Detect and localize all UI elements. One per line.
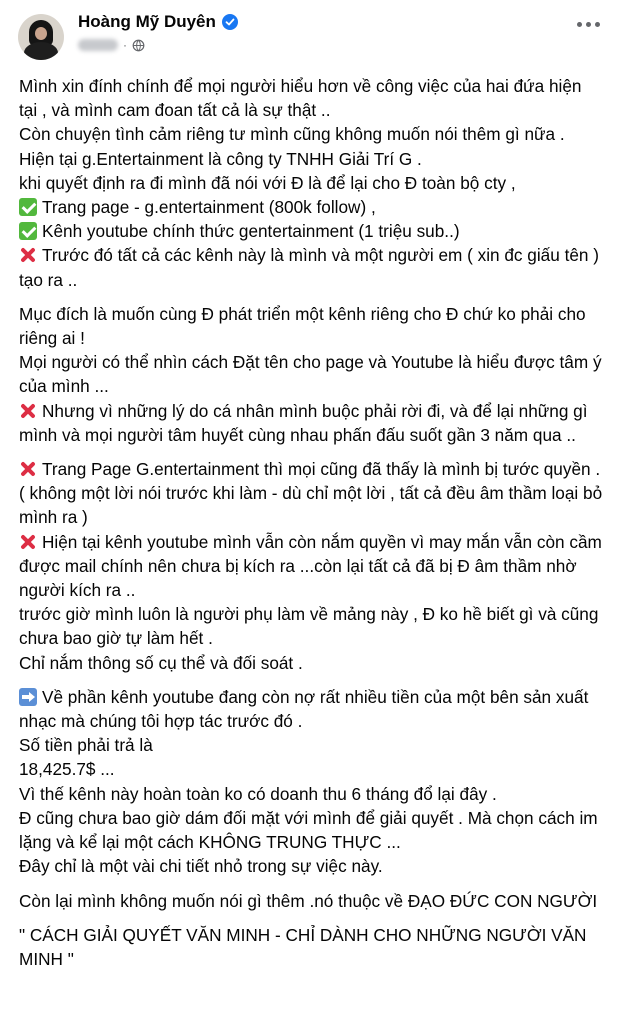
avatar[interactable]	[18, 14, 64, 60]
author-row	[78, 12, 238, 32]
avatar-face	[35, 27, 47, 40]
post-line-text: Hiện tại kênh youtube mình vẫn còn nắm quyền vì may mắn vẫn còn cầm được mail chính nên chưa bị kích ra ...còn lại tất cả đã bị Đ âm thầm nhờ người kích ra ..	[19, 531, 602, 601]
post-line	[19, 243, 604, 291]
post-line-text: Vì thế kênh này hoàn toàn ko có doanh thu 6 tháng đổ lại đây .	[19, 783, 497, 804]
paragraph-gap	[19, 913, 604, 923]
post-line	[19, 122, 604, 146]
post-meta	[78, 38, 145, 52]
paragraph-gap	[19, 675, 604, 685]
author-name[interactable]: Hoàng Mỹ Duyên	[78, 12, 216, 31]
post-line-text: khi quyết định ra đi mình đã nói với Đ là để lại cho Đ toàn bộ cty ,	[19, 172, 516, 193]
cross-mark-icon	[19, 246, 37, 264]
post-line	[19, 399, 604, 447]
post-line	[19, 457, 604, 530]
post-line-text: Trang Page G.entertainment thì mọi cũng đã thấy là mình bị tước quyền . ( không một lời nói trước khi làm - dù chỉ một lời , tất cả đều âm thầm loại bỏ mình ra )	[19, 459, 603, 528]
post-line-text: Hiện tại g.Entertainment là công ty TNHH Giải Trí G .	[19, 148, 422, 169]
post-timestamp-blurred[interactable]	[78, 39, 118, 51]
post-line	[19, 806, 604, 854]
cross-mark-icon	[19, 460, 37, 478]
post-line-text: Nhưng vì những lý do cá nhân mình buộc phải rời đi, và để lại những gì mình và mọi người tâm huyết cùng nhau phấn đấu suốt gần 3 năm qua ..	[19, 400, 588, 445]
post-line	[19, 350, 604, 398]
post-line-text: Mục đích là muốn cùng Đ phát triển một kênh riêng cho Đ chứ ko phải cho riêng ai !	[19, 303, 586, 349]
check-mark-icon	[19, 198, 37, 216]
more-options-icon[interactable]	[577, 22, 600, 27]
post-line-text: Đây chỉ là một vài chi tiết nhỏ trong sự việc này.	[19, 856, 383, 877]
paragraph-gap	[19, 879, 604, 889]
paragraph-gap	[19, 447, 604, 457]
post-line	[19, 530, 604, 603]
post-line	[19, 602, 604, 650]
check-mark-icon	[19, 222, 37, 240]
post-line	[19, 219, 604, 243]
meta-separator: ·	[123, 38, 127, 52]
post-line	[19, 195, 604, 219]
post-line-text: Chỉ nắm thông số cụ thể và đối soát .	[19, 652, 303, 673]
post-line	[19, 733, 604, 757]
post-line-text: Trang page - g.entertainment (800k follow) ,	[42, 197, 376, 218]
more-dot	[595, 22, 600, 27]
post-line	[19, 854, 604, 878]
post-line	[19, 782, 604, 806]
post-line-text: Mọi người có thể nhìn cách Đặt tên cho page và Youtube là hiểu được tâm ý của mình ...	[19, 352, 602, 397]
post-line-text: Kênh youtube chính thức gentertainment (1 triệu sub..)	[42, 221, 460, 242]
post-line-text: Về phần kênh youtube đang còn nợ rất nhiều tiền của một bên sản xuất nhạc mà chúng tôi hợp tác trước đó .	[19, 686, 589, 732]
post-line	[19, 74, 604, 122]
post-line-text: Số tiền phải trả là	[19, 735, 153, 756]
post-line-text: trước giờ mình luôn là người phụ làm về mảng này , Đ ko hề biết gì và cũng chưa bao giờ tự làm hết .	[19, 604, 599, 649]
post-line	[19, 757, 604, 781]
cross-mark-icon	[19, 533, 37, 551]
post-line-text: Trước đó tất cả các kênh này là mình và một người em ( xin đc giấu tên ) tạo ra ..	[19, 245, 599, 290]
post-line	[19, 171, 604, 195]
paragraph-gap	[19, 292, 604, 302]
avatar-body	[24, 42, 58, 60]
globe-icon[interactable]	[132, 39, 145, 52]
more-dot	[577, 22, 582, 27]
post-line	[19, 302, 604, 350]
post-line-text: " CÁCH GIẢI QUYẾT VĂN MINH - CHỈ DÀNH CHO NHỮNG NGƯỜI VĂN MINH "	[19, 924, 587, 969]
post-line-text: Còn chuyện tình cảm riêng tư mình cũng không muốn nói thêm gì nữa .	[19, 124, 565, 145]
cross-mark-icon	[19, 402, 37, 420]
right-arrow-icon	[19, 688, 37, 706]
post-line	[19, 889, 604, 913]
post-line	[19, 923, 604, 971]
post-line	[19, 147, 604, 171]
post-body	[19, 74, 604, 971]
post-header	[0, 0, 620, 70]
verified-badge-icon	[222, 14, 238, 30]
more-dot	[586, 22, 591, 27]
post-line-text: Mình xin đính chính để mọi người hiểu hơn về công việc của hai đứa hiện tại , và mình cam đoan tất cả là sự thật ..	[19, 76, 582, 121]
post-line	[19, 651, 604, 675]
post-line-text: Đ cũng chưa bao giờ dám đối mặt với mình để giải quyết . Mà chọn cách im lặng và kể lại một cách KHÔNG TRUNG THỰC ...	[19, 807, 598, 853]
post-line-text: 18,425.7$ ...	[19, 759, 115, 780]
post-line-text: Còn lại mình không muốn nói gì thêm .nó thuộc về ĐẠO ĐỨC CON NGƯỜI	[19, 890, 598, 911]
post-line	[19, 685, 604, 733]
